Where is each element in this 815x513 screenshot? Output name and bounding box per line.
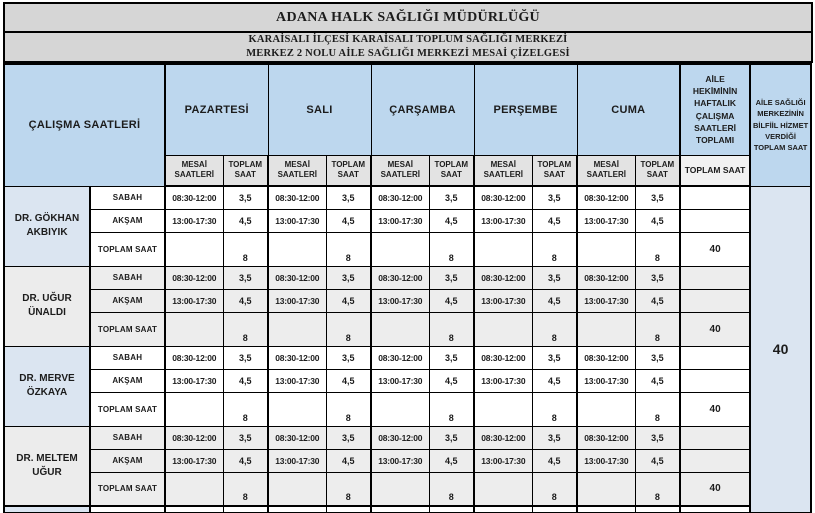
cutoff-row [4, 506, 811, 513]
morning-total-cell: 3,5 [326, 266, 371, 289]
daily-total-empty-cell [268, 472, 326, 506]
row-label-toplam-saat: TOPLAM SAAT [90, 232, 165, 266]
daily-total-cell: 8 [635, 312, 680, 346]
daily-total-cell: 8 [635, 472, 680, 506]
morning-total-cell: 3,5 [429, 346, 474, 369]
evening-hours-cell: 13:00-17:30 [577, 449, 635, 472]
row-label-aksam: AKŞAM [90, 289, 165, 312]
doctor-name: DR. GÖKHAN AKBIYIK [4, 186, 90, 266]
morning-hours-cell: 08:30-12:00 [474, 186, 532, 209]
evening-hours-cell: 13:00-17:30 [371, 449, 429, 472]
morning-hours-cell: 08:30-12:00 [165, 186, 223, 209]
daily-total-empty-cell [268, 232, 326, 266]
morning-total-cell: 3,5 [429, 426, 474, 449]
doctor-row-evening [4, 449, 811, 472]
daily-total-cell: 8 [532, 312, 577, 346]
daily-total-cell: 8 [223, 472, 268, 506]
evening-total-cell: 4,5 [635, 449, 680, 472]
toplam-saat-subheader: TOPLAM SAAT [223, 155, 268, 186]
morning-hours-cell: 08:30-12:00 [165, 346, 223, 369]
evening-total-cell: 4,5 [635, 289, 680, 312]
evening-hours-cell: 13:00-17:30 [268, 209, 326, 232]
morning-total-cell: 3,5 [326, 346, 371, 369]
evening-total-cell: 4,5 [326, 289, 371, 312]
evening-total-cell: 4,5 [429, 289, 474, 312]
cutoff-cell [165, 506, 223, 513]
evening-total-cell: 4,5 [429, 369, 474, 392]
doctor-row-total [4, 392, 811, 426]
weekly-total-cell: 40 [680, 312, 750, 346]
morning-hours-cell: 08:30-12:00 [371, 266, 429, 289]
daily-total-empty-cell [577, 232, 635, 266]
morning-total-cell: 3,5 [532, 426, 577, 449]
evening-hours-cell: 13:00-17:30 [165, 289, 223, 312]
schedule-table [3, 63, 812, 513]
morning-hours-cell: 08:30-12:00 [268, 266, 326, 289]
schedule-body [4, 186, 811, 513]
cutoff-cell [429, 506, 474, 513]
morning-total-cell: 3,5 [532, 186, 577, 209]
weekly-total-cell: 40 [680, 392, 750, 426]
morning-hours-cell: 08:30-12:00 [371, 346, 429, 369]
doctor-row-morning [4, 266, 811, 289]
cutoff-cell [474, 506, 532, 513]
subtitle-line1: KARAİSALI İLÇESİ KARAİSALI TOPLUM SAĞLIĞI MERKEZİ [248, 34, 568, 46]
toplam-saat-subheader: TOPLAM SAAT [429, 155, 474, 186]
doctor-name: DR. UĞUR ÜNALDI [4, 266, 90, 346]
morning-total-cell: 3,5 [635, 426, 680, 449]
doctor-name: DR. MELTEM UĞUR [4, 426, 90, 506]
weekly-empty-cell [680, 289, 750, 312]
evening-total-cell: 4,5 [223, 209, 268, 232]
row-label-toplam-saat: TOPLAM SAAT [90, 472, 165, 506]
evening-total-cell: 4,5 [429, 449, 474, 472]
morning-hours-cell: 08:30-12:00 [371, 426, 429, 449]
daily-total-cell: 8 [326, 472, 371, 506]
evening-hours-cell: 13:00-17:30 [474, 289, 532, 312]
morning-hours-cell: 08:30-12:00 [268, 426, 326, 449]
daily-total-cell: 8 [429, 392, 474, 426]
daily-total-cell: 8 [223, 312, 268, 346]
row-label-sabah: SABAH [90, 426, 165, 449]
daily-total-cell: 8 [326, 312, 371, 346]
morning-total-cell: 3,5 [429, 266, 474, 289]
daily-total-empty-cell [577, 392, 635, 426]
morning-total-cell: 3,5 [429, 186, 474, 209]
cutoff-cell [680, 506, 750, 513]
page-title: ADANA HALK SAĞLIĞI MÜDÜRLÜĞÜ [5, 4, 811, 33]
daily-total-cell: 8 [326, 392, 371, 426]
morning-total-cell: 3,5 [223, 346, 268, 369]
row-label-aksam: AKŞAM [90, 369, 165, 392]
cutoff-name-cell [4, 506, 90, 513]
evening-hours-cell: 13:00-17:30 [268, 289, 326, 312]
morning-hours-cell: 08:30-12:00 [474, 346, 532, 369]
doctor-row-morning [4, 346, 811, 369]
row-label-aksam: AKŞAM [90, 209, 165, 232]
working-hours-header: ÇALIŞMA SAATLERİ [4, 64, 165, 186]
daily-total-empty-cell [371, 312, 429, 346]
evening-hours-cell: 13:00-17:30 [474, 209, 532, 232]
title-block [3, 2, 813, 63]
cutoff-cell [268, 506, 326, 513]
daily-total-cell: 8 [635, 232, 680, 266]
evening-total-cell: 4,5 [429, 209, 474, 232]
cutoff-cell [577, 506, 635, 513]
weekly-empty-cell [680, 346, 750, 369]
mesai-saatleri-subheader: MESAİ SAATLERİ [474, 155, 532, 186]
evening-hours-cell: 13:00-17:30 [371, 209, 429, 232]
daily-total-empty-cell [577, 312, 635, 346]
morning-hours-cell: 08:30-12:00 [577, 266, 635, 289]
daily-total-cell: 8 [532, 392, 577, 426]
daily-total-empty-cell [577, 472, 635, 506]
morning-total-cell: 3,5 [223, 426, 268, 449]
weekly-empty-cell [680, 186, 750, 209]
day-header-monday: PAZARTESİ [165, 64, 268, 155]
weekly-total-cell: 40 [680, 472, 750, 506]
morning-hours-cell: 08:30-12:00 [474, 426, 532, 449]
morning-hours-cell: 08:30-12:00 [165, 266, 223, 289]
mesai-saatleri-subheader: MESAİ SAATLERİ [577, 155, 635, 186]
evening-hours-cell: 13:00-17:30 [165, 369, 223, 392]
morning-hours-cell: 08:30-12:00 [577, 186, 635, 209]
weekly-empty-cell [680, 209, 750, 232]
doctor-row-morning [4, 426, 811, 449]
evening-total-cell: 4,5 [532, 449, 577, 472]
evening-hours-cell: 13:00-17:30 [165, 209, 223, 232]
morning-total-cell: 3,5 [326, 426, 371, 449]
doctor-row-total [4, 312, 811, 346]
weekly-total-cell: 40 [680, 232, 750, 266]
day-header-thursday: PERŞEMBE [474, 64, 577, 155]
row-label-sabah: SABAH [90, 186, 165, 209]
cutoff-cell [532, 506, 577, 513]
daily-total-empty-cell [371, 392, 429, 426]
mesai-saatleri-subheader: MESAİ SAATLERİ [165, 155, 223, 186]
row-label-toplam-saat: TOPLAM SAAT [90, 392, 165, 426]
weekly-empty-cell [680, 449, 750, 472]
evening-hours-cell: 13:00-17:30 [577, 209, 635, 232]
morning-total-cell: 3,5 [635, 266, 680, 289]
evening-total-cell: 4,5 [635, 209, 680, 232]
morning-hours-cell: 08:30-12:00 [577, 426, 635, 449]
cutoff-label-cell [90, 506, 165, 513]
daily-total-empty-cell [371, 472, 429, 506]
daily-total-empty-cell [165, 312, 223, 346]
daily-total-cell: 8 [429, 472, 474, 506]
weekly-empty-cell [680, 369, 750, 392]
daily-total-empty-cell [268, 312, 326, 346]
cutoff-cell [223, 506, 268, 513]
day-header-wednesday: ÇARŞAMBA [371, 64, 474, 155]
daily-total-empty-cell [371, 232, 429, 266]
morning-hours-cell: 08:30-12:00 [577, 346, 635, 369]
evening-total-cell: 4,5 [326, 369, 371, 392]
evening-hours-cell: 13:00-17:30 [165, 449, 223, 472]
row-label-sabah: SABAH [90, 266, 165, 289]
toplam-saat-subheader: TOPLAM SAAT [635, 155, 680, 186]
morning-hours-cell: 08:30-12:00 [165, 426, 223, 449]
morning-hours-cell: 08:30-12:00 [268, 346, 326, 369]
weekly-toplam-saat-subheader: TOPLAM SAAT [680, 155, 750, 186]
daily-total-cell: 8 [429, 232, 474, 266]
day-header-tuesday: SALI [268, 64, 371, 155]
morning-total-cell: 3,5 [532, 346, 577, 369]
evening-total-cell: 4,5 [532, 369, 577, 392]
evening-total-cell: 4,5 [223, 289, 268, 312]
evening-hours-cell: 13:00-17:30 [268, 369, 326, 392]
evening-hours-cell: 13:00-17:30 [474, 449, 532, 472]
morning-total-cell: 3,5 [635, 346, 680, 369]
daily-total-cell: 8 [532, 232, 577, 266]
row-label-aksam: AKŞAM [90, 449, 165, 472]
daily-total-empty-cell [474, 472, 532, 506]
daily-total-empty-cell [474, 312, 532, 346]
page-subtitle [5, 33, 811, 61]
day-header-friday: CUMA [577, 64, 680, 155]
evening-total-cell: 4,5 [223, 369, 268, 392]
mesai-saatleri-subheader: MESAİ SAATLERİ [371, 155, 429, 186]
doctor-row-total [4, 232, 811, 266]
doctor-row-evening [4, 289, 811, 312]
weekly-empty-cell [680, 266, 750, 289]
toplam-saat-subheader: TOPLAM SAAT [326, 155, 371, 186]
doctor-row-evening [4, 369, 811, 392]
morning-total-cell: 3,5 [223, 186, 268, 209]
doctor-row-evening [4, 209, 811, 232]
daily-total-empty-cell [165, 232, 223, 266]
daily-total-empty-cell [165, 472, 223, 506]
cutoff-cell [326, 506, 371, 513]
doctor-name: DR. MERVE ÖZKAYA [4, 346, 90, 426]
row-label-toplam-saat: TOPLAM SAAT [90, 312, 165, 346]
evening-total-cell: 4,5 [326, 449, 371, 472]
daily-total-cell: 8 [223, 392, 268, 426]
daily-total-cell: 8 [223, 232, 268, 266]
daily-total-cell: 8 [326, 232, 371, 266]
subtitle-line2: MERKEZ 2 NOLU AİLE SAĞLIĞI MERKEZİ MESAİ ÇİZELGESİ [246, 48, 570, 59]
morning-total-cell: 3,5 [326, 186, 371, 209]
weekly-total-header: AİLE HEKİMİNİN HAFTALIK ÇALIŞMA SAATLERİ TOPLAMI [680, 64, 750, 155]
daily-total-cell: 8 [429, 312, 474, 346]
evening-total-cell: 4,5 [326, 209, 371, 232]
evening-total-cell: 4,5 [532, 209, 577, 232]
morning-hours-cell: 08:30-12:00 [371, 186, 429, 209]
evening-hours-cell: 13:00-17:30 [268, 449, 326, 472]
facility-total-header: AİLE SAĞLIĞI MERKEZİNİN BİLFİİL HİZMET VERDİĞİ TOPLAM SAAT [750, 64, 811, 186]
evening-total-cell: 4,5 [223, 449, 268, 472]
morning-hours-cell: 08:30-12:00 [474, 266, 532, 289]
daily-total-empty-cell [268, 392, 326, 426]
cutoff-cell [635, 506, 680, 513]
doctor-row-total [4, 472, 811, 506]
daily-total-empty-cell [474, 232, 532, 266]
morning-total-cell: 3,5 [223, 266, 268, 289]
evening-total-cell: 4,5 [635, 369, 680, 392]
daily-total-cell: 8 [532, 472, 577, 506]
evening-hours-cell: 13:00-17:30 [371, 289, 429, 312]
row-label-sabah: SABAH [90, 346, 165, 369]
daily-total-empty-cell [474, 392, 532, 426]
doctor-row-morning [4, 186, 811, 209]
evening-hours-cell: 13:00-17:30 [577, 289, 635, 312]
mesai-saatleri-subheader: MESAİ SAATLERİ [268, 155, 326, 186]
daily-total-empty-cell [165, 392, 223, 426]
facility-total-cell: 40 [750, 186, 811, 513]
toplam-saat-subheader: TOPLAM SAAT [532, 155, 577, 186]
evening-total-cell: 4,5 [532, 289, 577, 312]
morning-hours-cell: 08:30-12:00 [268, 186, 326, 209]
weekly-empty-cell [680, 426, 750, 449]
morning-total-cell: 3,5 [635, 186, 680, 209]
morning-total-cell: 3,5 [532, 266, 577, 289]
daily-total-cell: 8 [635, 392, 680, 426]
cutoff-cell [371, 506, 429, 513]
evening-hours-cell: 13:00-17:30 [577, 369, 635, 392]
evening-hours-cell: 13:00-17:30 [474, 369, 532, 392]
evening-hours-cell: 13:00-17:30 [371, 369, 429, 392]
